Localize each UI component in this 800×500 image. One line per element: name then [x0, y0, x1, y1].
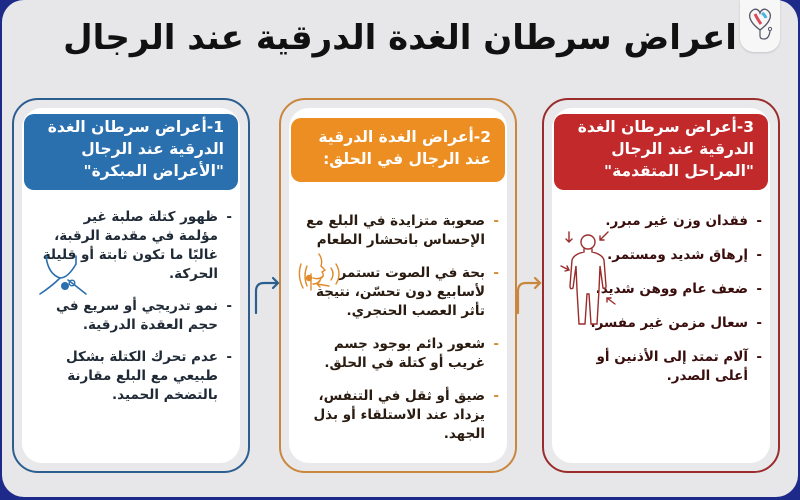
card-header-line: "الأعراض المبكرة": [83, 162, 224, 180]
card-throat-symptoms: [279, 98, 517, 473]
list-item: - نمو تدريجي أو سريع في حجم العقدة الدرقية.: [42, 297, 232, 335]
list-item: - إرهاق شديد ومستمر.: [562, 246, 762, 265]
symptom-list: [294, 212, 499, 458]
neck-lump-icon: [38, 254, 88, 300]
card-header-line: الدرقية عند الرجال: [81, 140, 224, 158]
list-item: - شعور دائم بوجود جسم غريب أو كتلة في الحلق.: [294, 335, 499, 373]
card-header: [554, 114, 768, 190]
infographic-frame: [2, 0, 798, 497]
list-item: - ضعف عام ووهن شديد.: [562, 280, 762, 299]
list-item: - آلام تمتد إلى الأذنين أو أعلى الصدر.: [562, 348, 762, 386]
list-item: - سعال مزمن غير مفسر.: [562, 314, 762, 333]
card-header-line: "المراحل المتقدمة": [604, 162, 754, 180]
card-header: [291, 118, 505, 182]
list-item: - ضيق أو ثقل في التنفس، يزداد عند الاستلقاء أو بذل الجهد.: [294, 387, 499, 444]
human-body-pain-icon: [560, 226, 616, 330]
card-header: [24, 114, 238, 190]
logo: [740, 0, 780, 52]
arrow-connector-icon: [514, 275, 544, 315]
throat-voice-icon: [295, 250, 345, 300]
card-header-line: عند الرجال في الحلق:: [323, 150, 491, 168]
card-header-line: 2-أعراض الغدة الدرقية: [318, 128, 491, 146]
arrow-connector-icon: [252, 275, 282, 315]
list-item: - ظهور كتلة صلبة غير مؤلمة في مقدمة الرقبة، غالبًا ما تكون ثابتة أو قليلة الحركة.: [42, 208, 232, 284]
card-advanced-symptoms: [542, 98, 780, 473]
list-item: - بحة في الصوت تستمر لأسابيع دون تحسّن، نتيجة تأثر العصب الحنجري.: [294, 264, 499, 321]
card-header-line: 3-أعراض سرطان الغدة: [577, 118, 754, 136]
list-item: - عدم تحرك الكتلة بشكل طبيعي مع البلع مقارنة بالتضخم الحميد.: [42, 348, 232, 405]
page-title: اعراض سرطان الغدة الدرقية عند الرجال: [63, 18, 737, 58]
card-early-symptoms: [12, 98, 250, 473]
list-item: - صعوبة متزايدة في البلع مع الإحساس بانحشار الطعام: [294, 212, 499, 250]
symptom-list: [42, 208, 232, 418]
card-header-line: الدرقية عند الرجال: [611, 140, 754, 158]
heart-stethoscope-logo-icon: [745, 4, 775, 44]
list-item: - فقدان وزن غير مبرر.: [562, 212, 762, 231]
card-header-line: 1-أعراض سرطان الغدة: [47, 118, 224, 136]
